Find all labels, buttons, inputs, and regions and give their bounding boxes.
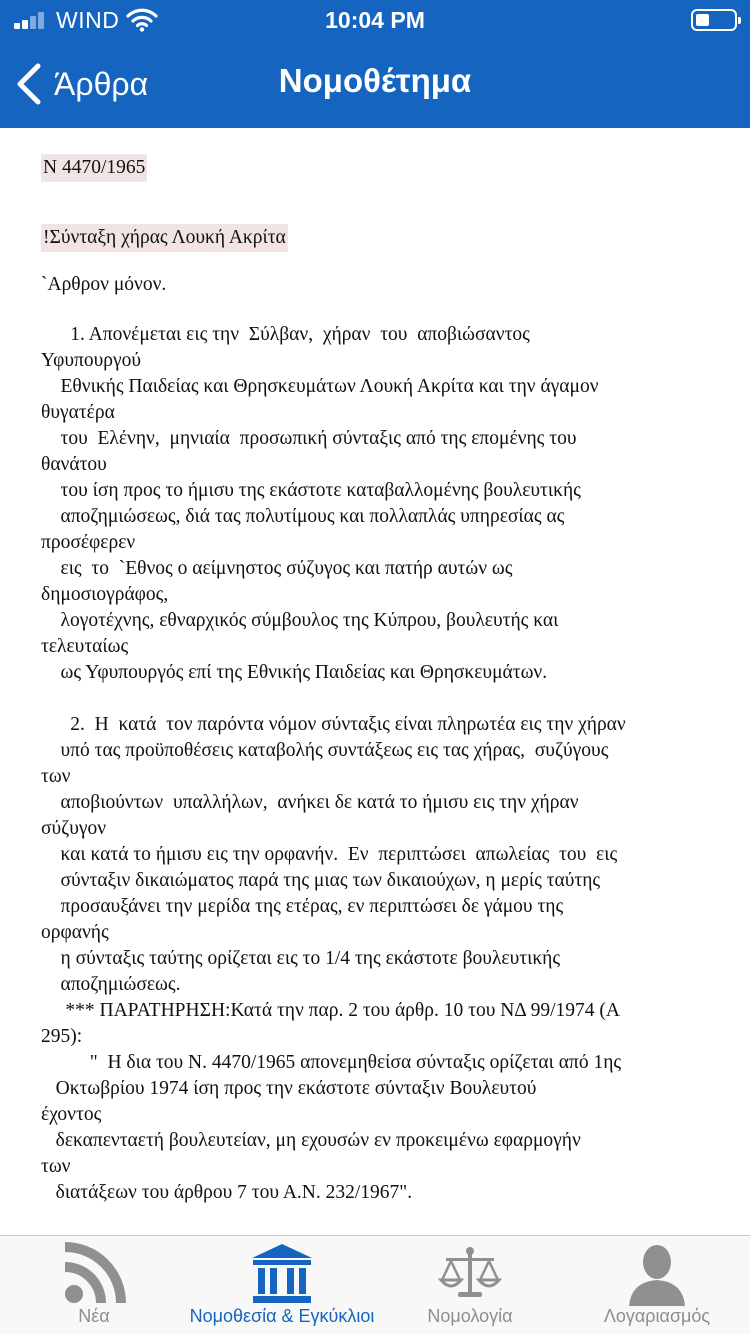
law-title: !Σύνταξη χήρας Λουκή Ακρίτα — [41, 224, 288, 252]
article-heading: `Αρθρον μόνον. — [41, 274, 167, 295]
page-title: Νομοθέτημα — [278, 62, 472, 99]
doc-line: εις το `Εθνος ο αείμνηστος σύζυγος και πατήρ αυτών ως — [41, 558, 513, 579]
back-button[interactable] — [14, 58, 148, 110]
tab-legislation[interactable] — [188, 1236, 376, 1334]
doc-line: σύνταξιν δικαιώματος παρά της μιας των δικαιούχων, η μερίς ταύτης — [41, 870, 601, 891]
tab-news[interactable] — [0, 1236, 188, 1334]
doc-line: λογοτέχνης, εθναρχικός σύμβουλος της Κύπρου, βουλευτής και — [41, 610, 559, 631]
back-label: Άρθρα — [54, 65, 149, 102]
chevron-left-icon — [14, 62, 42, 106]
doc-line: η σύνταξις ταύτης ορίζεται εις το 1/4 της εκάστοτε βουλευτικής — [41, 948, 561, 969]
tab-bar — [0, 1235, 750, 1334]
doc-line: του Ελένην, μηνιαία προσωπική σύνταξις από της επομένης του — [41, 428, 577, 449]
app-header — [0, 0, 750, 128]
tab-label: Νέα — [78, 1306, 110, 1326]
doc-line: Οκτωβρίου 1974 ίση προς την εκάστοτε σύνταξιν Βουλευτού — [41, 1078, 537, 1099]
document-view[interactable] — [0, 128, 750, 1235]
doc-line: αποζημιώσεως, διά τας πολυτίμους και πολλαπλάς υπηρεσίας ας — [41, 506, 565, 527]
doc-line: και κατά το ήμισυ εις την ορφανήν. Εν περιπτώσει απωλείας του εις — [41, 844, 618, 865]
doc-line: Υφυπουργού — [41, 350, 142, 371]
doc-line: 2. Η κατά τον παρόντα νόμον σύνταξις είναι πληρωτέα εις την χήραν — [41, 714, 626, 735]
doc-line: θανάτου — [41, 454, 107, 475]
doc-line: ως Υφυπουργός επί της Εθνικής Παιδείας και Θρησκευμάτων. — [41, 662, 548, 683]
doc-line: τελευταίως — [41, 636, 129, 657]
doc-line: των — [41, 1156, 71, 1177]
doc-line: διατάξεων του άρθρου 7 του Α.Ν. 232/1967". — [41, 1182, 413, 1203]
doc-line: σύζυγον — [41, 818, 107, 839]
law-number: Ν 4470/1965 — [41, 154, 147, 182]
rss-icon — [62, 1242, 126, 1306]
doc-line: των — [41, 766, 71, 787]
doc-line: 295): — [41, 1026, 83, 1047]
doc-line: αποζημιώσεως. — [41, 974, 181, 995]
battery-icon — [691, 9, 737, 31]
doc-line: δεκαπενταετή βουλευτείαν, μη εχουσών εν προκειμένω εφαρμογήν — [41, 1130, 581, 1151]
doc-line: θυγατέρα — [41, 402, 115, 423]
scales-icon — [438, 1242, 502, 1306]
doc-line: αποβιούντων υπαλλήλων, ανήκει δε κατά το ήμισυ εις την χήραν — [41, 792, 579, 813]
doc-line: προσέφερεν — [41, 532, 136, 553]
doc-line: Εθνικής Παιδείας και Θρησκευμάτων Λουκή Ακρίτα και την άγαμον — [41, 376, 599, 397]
doc-line: 1. Απονέμεται εις την Σύλβαν, χήραν του αποβιώσαντος — [41, 324, 530, 345]
doc-line: έχοντος — [41, 1104, 102, 1125]
tab-case-law[interactable] — [376, 1236, 564, 1334]
doc-line: προσαυξάνει την μερίδα της ετέρας, εν περιπτώσει δε γάμου της — [41, 896, 564, 917]
tab-account[interactable] — [564, 1236, 750, 1334]
status-time: 10:04 PM — [325, 7, 425, 33]
user-icon — [625, 1242, 689, 1306]
doc-line: *** ΠΑΡΑΤΗΡΗΣΗ:Κατά την παρ. 2 του άρθρ. 10 του ΝΔ 99/1974 (Α — [41, 1000, 621, 1021]
tab-label: Νομολογία — [427, 1306, 513, 1326]
doc-line: υπό τας προϋποθέσεις καταβολής συντάξεως εις τας χήρας, συζύγους — [41, 740, 609, 761]
tab-label: Νομοθεσία & Εγκύκλιοι — [189, 1306, 375, 1326]
carrier-name: WIND — [56, 7, 120, 33]
doc-line: ορφανής — [41, 922, 109, 943]
doc-line: " Η δια του Ν. 4470/1965 απονεμηθείσα σύνταξις ορίζεται από 1ης — [41, 1052, 622, 1073]
courthouse-icon — [250, 1242, 314, 1306]
tab-label: Λογαριασμός — [603, 1306, 711, 1326]
doc-line: δημοσιογράφος, — [41, 584, 169, 605]
doc-line: του ίση προς το ήμισυ της εκάστοτε καταβαλλομένης βουλευτικής — [41, 480, 581, 501]
status-bar — [0, 0, 750, 40]
